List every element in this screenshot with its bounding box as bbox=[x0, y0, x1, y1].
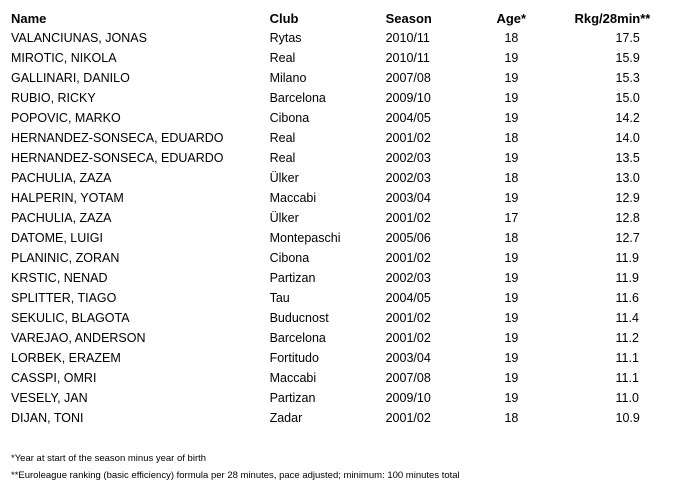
cell-club: Real bbox=[269, 51, 296, 65]
cell-name: PACHULIA, ZAZA bbox=[11, 171, 112, 185]
cell-name: HERNANDEZ-SONSECA, EDUARDO bbox=[11, 131, 224, 145]
cell-rkg: 15.3 bbox=[615, 71, 640, 85]
cell-age: 17 bbox=[504, 211, 519, 225]
header-rkg: Rkg/28min** bbox=[574, 10, 651, 26]
table-row bbox=[11, 208, 690, 228]
cell-rkg: 11.6 bbox=[615, 291, 639, 305]
cell-season: 2003/04 bbox=[385, 351, 431, 365]
cell-rkg: 14.0 bbox=[615, 131, 640, 145]
table-row bbox=[11, 28, 690, 48]
table-row bbox=[11, 68, 690, 88]
cell-club: Real bbox=[269, 131, 296, 145]
cell-age: 19 bbox=[504, 151, 519, 165]
cell-club: Maccabi bbox=[269, 371, 317, 385]
cell-club: Ülker bbox=[269, 171, 299, 185]
cell-season: 2001/02 bbox=[385, 311, 431, 325]
cell-club: Barcelona bbox=[269, 91, 326, 105]
table-row bbox=[11, 308, 690, 328]
cell-rkg: 12.7 bbox=[615, 231, 640, 245]
cell-name: VAREJAO, ANDERSON bbox=[11, 331, 146, 345]
cell-age: 18 bbox=[504, 231, 519, 245]
cell-age: 18 bbox=[504, 31, 519, 45]
cell-name: DATOME, LUIGI bbox=[11, 231, 103, 245]
table-row bbox=[11, 188, 690, 208]
cell-club: Tau bbox=[269, 291, 290, 305]
cell-rkg: 11.1 bbox=[615, 371, 639, 385]
stats-table bbox=[11, 8, 690, 428]
cell-rkg: 10.9 bbox=[615, 411, 640, 425]
cell-rkg: 11.9 bbox=[615, 251, 639, 265]
cell-age: 19 bbox=[504, 71, 519, 85]
table-body bbox=[11, 28, 690, 428]
cell-season: 2003/04 bbox=[385, 191, 431, 205]
header-age: Age* bbox=[496, 10, 527, 26]
table-row bbox=[11, 228, 690, 248]
cell-season: 2007/08 bbox=[385, 371, 431, 385]
cell-age: 19 bbox=[504, 391, 519, 405]
cell-name: GALLINARI, DANILO bbox=[11, 71, 130, 85]
header-name: Name bbox=[11, 10, 47, 26]
table-row bbox=[11, 268, 690, 288]
cell-name: CASSPI, OMRI bbox=[11, 371, 97, 385]
cell-club: Barcelona bbox=[269, 331, 326, 345]
cell-name: KRSTIC, NENAD bbox=[11, 271, 108, 285]
cell-club: Maccabi bbox=[269, 191, 317, 205]
cell-club: Partizan bbox=[269, 271, 316, 285]
table-row bbox=[11, 408, 690, 428]
table-row bbox=[11, 248, 690, 268]
cell-age: 19 bbox=[504, 311, 519, 325]
cell-rkg: 11.0 bbox=[615, 391, 639, 405]
cell-age: 19 bbox=[504, 291, 519, 305]
header-row bbox=[11, 8, 690, 28]
cell-age: 18 bbox=[504, 131, 519, 145]
cell-rkg: 13.0 bbox=[615, 171, 640, 185]
table-row bbox=[11, 88, 690, 108]
cell-rkg: 15.0 bbox=[615, 91, 640, 105]
cell-name: POPOVIC, MARKO bbox=[11, 111, 121, 125]
cell-season: 2001/02 bbox=[385, 411, 431, 425]
cell-age: 18 bbox=[504, 411, 519, 425]
cell-name: VESELY, JAN bbox=[11, 391, 88, 405]
table-row bbox=[11, 48, 690, 68]
cell-rkg: 12.8 bbox=[615, 211, 640, 225]
cell-club: Milano bbox=[269, 71, 307, 85]
cell-season: 2004/05 bbox=[385, 291, 431, 305]
cell-name: DIJAN, TONI bbox=[11, 411, 84, 425]
cell-name: SPLITTER, TIAGO bbox=[11, 291, 117, 305]
cell-club: Buducnost bbox=[269, 311, 329, 325]
footnotes bbox=[11, 450, 460, 484]
cell-rkg: 11.1 bbox=[615, 351, 639, 365]
header-club: Club bbox=[269, 10, 299, 26]
cell-name: PACHULIA, ZAZA bbox=[11, 211, 112, 225]
cell-season: 2010/11 bbox=[385, 31, 430, 45]
cell-rkg: 17.5 bbox=[615, 31, 640, 45]
cell-rkg: 12.9 bbox=[615, 191, 640, 205]
cell-age: 19 bbox=[504, 91, 519, 105]
cell-club: Cibona bbox=[269, 251, 310, 265]
cell-club: Cibona bbox=[269, 111, 310, 125]
cell-season: 2001/02 bbox=[385, 331, 431, 345]
cell-age: 19 bbox=[504, 331, 519, 345]
cell-season: 2010/11 bbox=[385, 51, 430, 65]
cell-name: HERNANDEZ-SONSECA, EDUARDO bbox=[11, 151, 224, 165]
cell-age: 19 bbox=[504, 51, 519, 65]
cell-age: 19 bbox=[504, 351, 519, 365]
table-row bbox=[11, 288, 690, 308]
cell-season: 2009/10 bbox=[385, 391, 431, 405]
cell-season: 2004/05 bbox=[385, 111, 431, 125]
cell-club: Montepaschi bbox=[269, 231, 341, 245]
cell-season: 2009/10 bbox=[385, 91, 431, 105]
table-row bbox=[11, 328, 690, 348]
cell-name: HALPERIN, YOTAM bbox=[11, 191, 124, 205]
cell-name: RUBIO, RICKY bbox=[11, 91, 96, 105]
cell-season: 2007/08 bbox=[385, 71, 431, 85]
cell-season: 2001/02 bbox=[385, 131, 431, 145]
table-row bbox=[11, 368, 690, 388]
table-row bbox=[11, 128, 690, 148]
cell-age: 18 bbox=[504, 171, 519, 185]
cell-name: VALANCIUNAS, JONAS bbox=[11, 31, 147, 45]
cell-season: 2002/03 bbox=[385, 171, 431, 185]
cell-season: 2002/03 bbox=[385, 271, 431, 285]
cell-season: 2001/02 bbox=[385, 211, 431, 225]
cell-club: Zadar bbox=[269, 411, 303, 425]
cell-name: SEKULIC, BLAGOTA bbox=[11, 311, 130, 325]
cell-name: LORBEK, ERAZEM bbox=[11, 351, 121, 365]
footnote-ranking: **Euroleague ranking (basic efficiency) formula per 28 minutes, pace adjusted; minimum: 100 minutes total bbox=[11, 470, 460, 481]
cell-season: 2002/03 bbox=[385, 151, 431, 165]
table-row bbox=[11, 108, 690, 128]
cell-rkg: 13.5 bbox=[615, 151, 640, 165]
cell-rkg: 11.4 bbox=[615, 311, 639, 325]
cell-rkg: 11.2 bbox=[615, 331, 639, 345]
cell-club: Fortitudo bbox=[269, 351, 319, 365]
cell-club: Partizan bbox=[269, 391, 316, 405]
cell-age: 19 bbox=[504, 371, 519, 385]
cell-age: 19 bbox=[504, 111, 519, 125]
cell-age: 19 bbox=[504, 191, 519, 205]
cell-club: Real bbox=[269, 151, 296, 165]
cell-rkg: 11.9 bbox=[615, 271, 639, 285]
table-row bbox=[11, 388, 690, 408]
cell-rkg: 14.2 bbox=[615, 111, 640, 125]
table-row bbox=[11, 148, 690, 168]
cell-club: Rytas bbox=[269, 31, 302, 45]
cell-season: 2005/06 bbox=[385, 231, 431, 245]
cell-club: Ülker bbox=[269, 211, 299, 225]
cell-name: MIROTIC, NIKOLA bbox=[11, 51, 117, 65]
cell-season: 2001/02 bbox=[385, 251, 431, 265]
header-season: Season bbox=[385, 10, 432, 26]
table-row bbox=[11, 168, 690, 188]
cell-name: PLANINIC, ZORAN bbox=[11, 251, 120, 265]
footnote-age: *Year at start of the season minus year of birth bbox=[11, 453, 207, 464]
cell-age: 19 bbox=[504, 271, 519, 285]
table-row bbox=[11, 348, 690, 368]
cell-age: 19 bbox=[504, 251, 519, 265]
cell-rkg: 15.9 bbox=[615, 51, 640, 65]
